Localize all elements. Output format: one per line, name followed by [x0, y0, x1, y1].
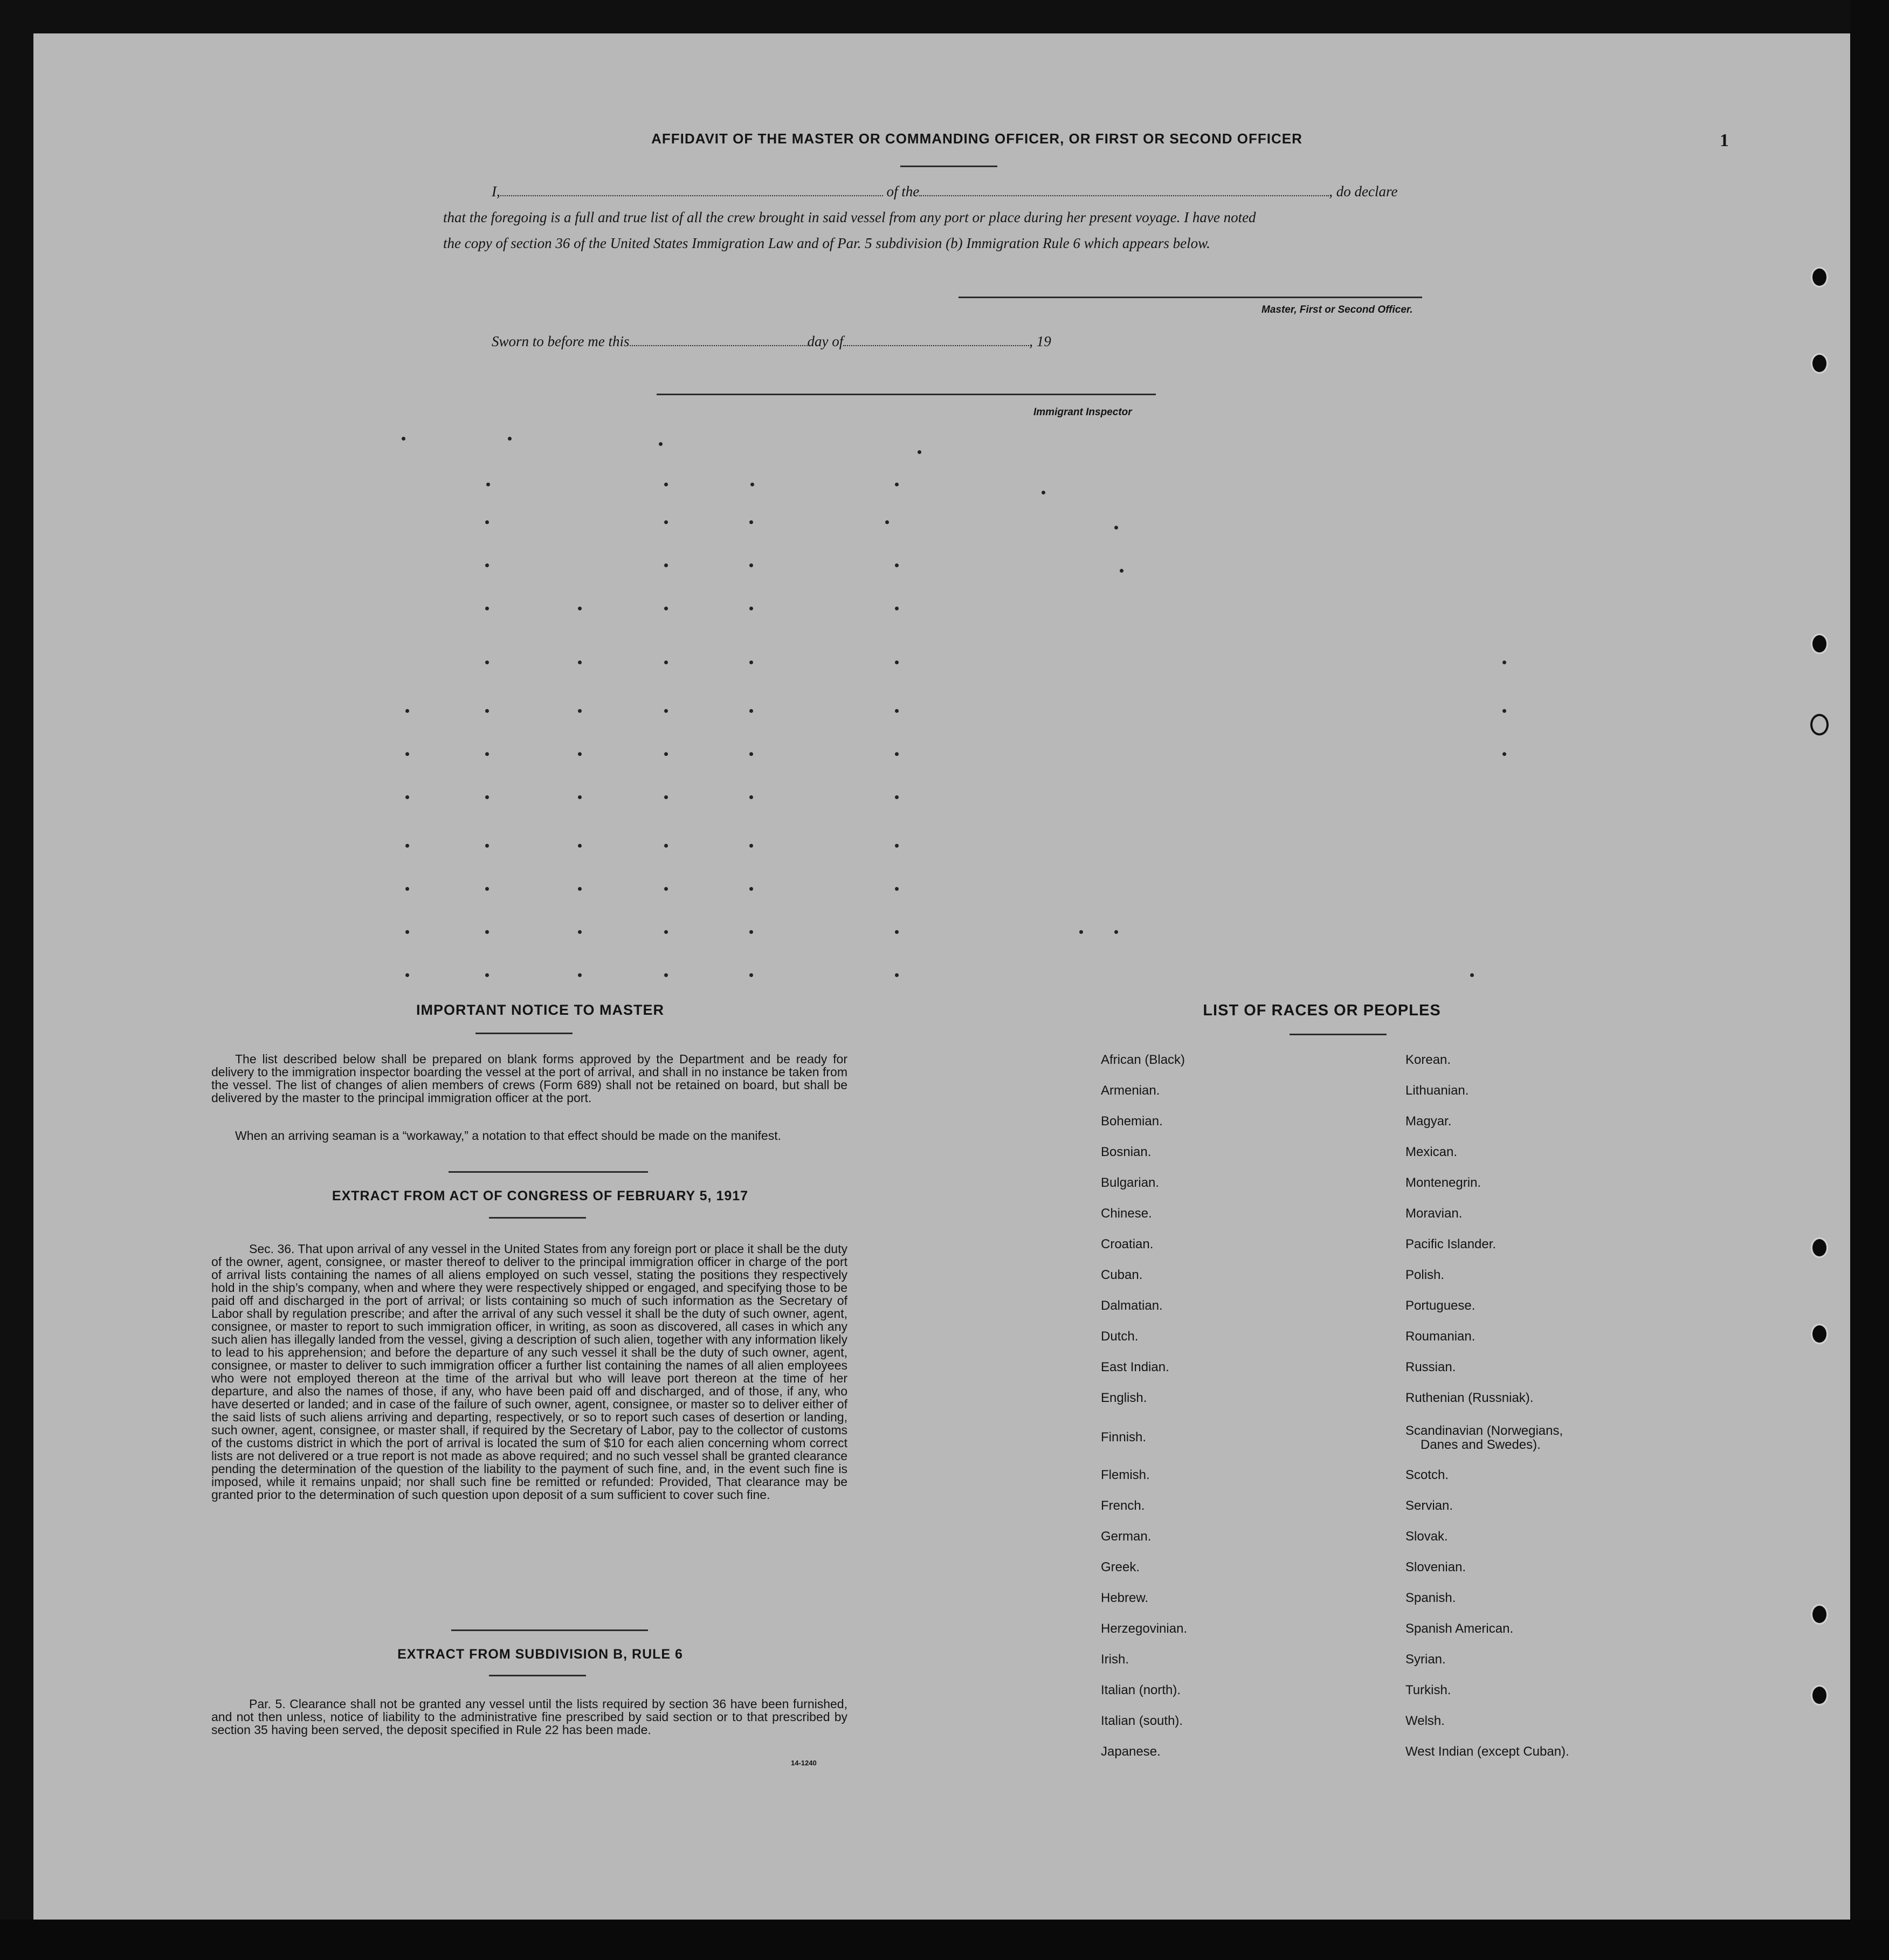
dot: [485, 887, 489, 891]
rule-extract-body: Par. 5. Clearance shall not be granted any vessel until the lists required by section 36 have been furnished, and not then unless, notice of liability to the administrative fine prescribed by said section or to that prescribed by section 35 having been served, the deposit specified in Rule 22 has been made.: [211, 1697, 847, 1737]
dot: [664, 709, 668, 713]
dot: [749, 795, 753, 799]
race-item: Herzegovinian.: [1101, 1621, 1188, 1636]
race-item: Roumanian.: [1405, 1329, 1476, 1344]
race-item: Moravian.: [1405, 1206, 1463, 1221]
dot: [1042, 491, 1045, 494]
dot: [895, 607, 899, 610]
punch-hole: [1810, 714, 1829, 735]
race-item: Dutch.: [1101, 1329, 1139, 1344]
race-item: Russian.: [1405, 1360, 1456, 1374]
page-number: 1: [1720, 130, 1729, 150]
dot: [578, 607, 582, 610]
dot: [895, 563, 899, 567]
affidavit-title: AFFIDAVIT OF THE MASTER OR COMMANDING OFFICER, OR FIRST OR SECOND OFFICER: [651, 130, 1302, 147]
dot: [1470, 973, 1474, 977]
race-item: Danes and Swedes).: [1421, 1438, 1541, 1452]
act-extract-title: EXTRACT FROM ACT OF CONGRESS OF FEBRUARY 5, 1917: [332, 1188, 749, 1203]
race-item: Scandinavian (Norwegians,: [1405, 1423, 1563, 1438]
dot: [749, 607, 753, 610]
race-item: Croatian.: [1101, 1237, 1154, 1251]
dot: [402, 437, 405, 441]
section-divider-1: [449, 1171, 648, 1173]
dot: [664, 887, 668, 891]
dot: [664, 795, 668, 799]
race-item: Dalmatian.: [1101, 1298, 1163, 1313]
punch-hole: [1810, 1684, 1829, 1706]
notice-paragraph-1: The list described below shall be prepared on blank forms approved by the Department and be ready for delivery to the immigration inspector boarding the vessel at the port of arrival, and shall in no instance be taken from the vessel. The list of changes of alien members of crews (Form 689) shall not be retained on board, but shall be delivered by the master to the principal immigration officer at the port.: [211, 1052, 847, 1105]
notice-title-rule: [475, 1033, 573, 1034]
dot: [749, 887, 753, 891]
race-item: Flemish.: [1101, 1468, 1150, 1482]
race-item: Lithuanian.: [1405, 1083, 1469, 1098]
dot: [749, 930, 753, 934]
dot: [405, 973, 409, 977]
document-page: [33, 33, 1850, 1924]
races-title: LIST OF RACES OR PEOPLES: [1203, 1002, 1441, 1019]
dot: [1114, 930, 1118, 934]
sworn-year: , 19: [1029, 333, 1051, 349]
declaration-of: of the: [886, 183, 920, 200]
dot: [749, 520, 753, 524]
race-item: Ruthenian (Russniak).: [1405, 1391, 1534, 1405]
race-item: Irish.: [1101, 1652, 1129, 1667]
race-item: Italian (south).: [1101, 1714, 1183, 1728]
dot: [578, 887, 582, 891]
punch-hole: [1810, 633, 1829, 655]
dot: [1114, 526, 1118, 529]
dot: [1079, 930, 1083, 934]
dot: [405, 844, 409, 848]
dot: [578, 752, 582, 756]
dot: [749, 709, 753, 713]
race-item: Polish.: [1405, 1268, 1445, 1282]
dot: [664, 930, 668, 934]
race-item: Spanish.: [1405, 1591, 1456, 1605]
race-item: Hebrew.: [1101, 1591, 1149, 1605]
dot: [578, 973, 582, 977]
dot: [918, 450, 921, 454]
race-item: Japanese.: [1101, 1744, 1161, 1759]
dot: [749, 973, 753, 977]
dot: [485, 709, 489, 713]
race-item: Korean.: [1405, 1053, 1451, 1067]
dot: [486, 483, 490, 486]
race-item: Portuguese.: [1405, 1298, 1476, 1313]
race-item: African (Black): [1101, 1053, 1185, 1067]
rule-extract-title: EXTRACT FROM SUBDIVISION B, RULE 6: [397, 1647, 683, 1662]
dot: [749, 752, 753, 756]
dot: [895, 844, 899, 848]
race-item: Mexican.: [1405, 1145, 1458, 1159]
race-item: West Indian (except Cuban).: [1405, 1744, 1569, 1759]
races-title-rule: [1290, 1034, 1387, 1035]
dot: [405, 709, 409, 713]
sworn-day-label: day of: [807, 333, 844, 349]
punch-hole: [1810, 353, 1829, 374]
affidavit-line-3: the copy of section 36 of the United States Immigration Law and of Par. 5 subdivision (b) Immigration Rule 6 which appears below.: [443, 235, 1210, 251]
dot: [1502, 709, 1506, 713]
dot: [578, 709, 582, 713]
race-item: Greek.: [1101, 1560, 1140, 1574]
race-item: Pacific Islander.: [1405, 1237, 1497, 1251]
scan-border-right: [1850, 0, 1889, 1960]
dot: [885, 520, 889, 524]
declaration-end: , do declare: [1329, 183, 1398, 200]
dot: [664, 752, 668, 756]
dot: [485, 563, 489, 567]
race-item: Servian.: [1405, 1498, 1453, 1513]
dot: [749, 844, 753, 848]
dot: [895, 483, 899, 486]
master-signature-label: Master, First or Second Officer.: [1261, 304, 1413, 315]
affidavit-line-2: that the foregoing is a full and true list of all the crew brought in said vessel from any port or place during her present voyage. I have noted: [443, 209, 1256, 225]
dot: [664, 520, 668, 524]
dot: [895, 661, 899, 664]
dot: [485, 661, 489, 664]
dot: [895, 752, 899, 756]
scan-border-bottom: [0, 1920, 1889, 1960]
dot: [578, 930, 582, 934]
dot: [1502, 752, 1506, 756]
race-item: German.: [1101, 1529, 1152, 1544]
race-item: Cuban.: [1101, 1268, 1143, 1282]
dot: [664, 607, 668, 610]
punch-hole: [1810, 266, 1829, 288]
dot: [664, 483, 668, 486]
race-item: Syrian.: [1405, 1652, 1446, 1667]
dot: [895, 887, 899, 891]
race-item: Slovenian.: [1405, 1560, 1466, 1574]
rule-extract-title-rule: [489, 1675, 586, 1676]
sworn-prefix: Sworn to before me this: [492, 333, 630, 349]
dot: [485, 752, 489, 756]
dot: [578, 661, 582, 664]
dot: [750, 483, 754, 486]
act-extract-title-rule: [489, 1217, 586, 1219]
declaration-start: I,: [492, 183, 500, 200]
race-item: Finnish.: [1101, 1430, 1147, 1445]
dot: [749, 661, 753, 664]
dot: [485, 607, 489, 610]
race-item: Magyar.: [1405, 1114, 1452, 1129]
act-extract-body: Sec. 36. That upon arrival of any vessel in the United States from any foreign port or place it shall be the duty of the owner, agent, consignee, or master thereof to deliver to the principal immigration officer in charge of the port of arrival lists containing the names of all aliens employed on such vessel, stating the positions they respectively hold in the ship’s company, when and where they were respectively shipped or engaged, and specifying those to be paid off and discharged in the port of arrival; or lists containing so much of such information as the Secretary of Labor shall by regulation prescribe; and after the arrival of any such vessel it shall be the duty of such owner, agent, consignee, or master to report to such immigration officer, in writing, as soon as discovered, all cases in which any such alien has illegally landed from the vessel, giving a description of such alien, together with any information likely to lead to his apprehension; and before the departure of any such vessel it shall be the duty of such owner, agent, consignee, or master to deliver to such immigration officer a further list containing the names of all alien employees who were not employed thereon at the time of the arrival but who will leave port thereon at the time of her departure, and also the names of those, if any, who have been paid off and discharged, and of those, if any, who have deserted or landed; and in case of the failure of such owner, agent, consignee, or master so to deliver either of the said lists of such aliens arriving and departing, respectively, or so to report such cases of desertion or landing, such owner, agent, consignee, or master shall, if required by the Secretary of Labor, pay to the collector of customs of the customs district in which the port of arrival is located the sum of $10 for each alien concerning whom correct lists are not delivered or a true report is not made as above required; and no such vessel shall be granted clearance pending the determination of the question of the liability to the payment of such fine, and, in the event such fine is imposed, while it remains unpaid; nor shall such fine be remitted or refunded: Provided, That clearance may be granted prior to the determination of such question upon deposit of a sum sufficient to cover such fine.: [211, 1242, 847, 1502]
dot: [895, 795, 899, 799]
notice-title: IMPORTANT NOTICE TO MASTER: [416, 1002, 664, 1018]
dot: [485, 520, 489, 524]
dot: [578, 795, 582, 799]
punch-hole: [1810, 1237, 1829, 1258]
dot: [405, 795, 409, 799]
race-item: Slovak.: [1405, 1529, 1448, 1544]
section-divider-2: [451, 1629, 648, 1631]
dot: [895, 973, 899, 977]
race-item: Italian (north).: [1101, 1683, 1181, 1697]
dot: [895, 709, 899, 713]
dot: [664, 973, 668, 977]
dot: [664, 844, 668, 848]
dot: [405, 930, 409, 934]
dot: [578, 844, 582, 848]
dot: [659, 442, 663, 446]
dot: [485, 930, 489, 934]
dot: [1502, 661, 1506, 664]
race-item: Montenegrin.: [1405, 1175, 1481, 1190]
race-item: French.: [1101, 1498, 1145, 1513]
race-item: Chinese.: [1101, 1206, 1152, 1221]
race-item: Armenian.: [1101, 1083, 1160, 1098]
dot: [485, 973, 489, 977]
race-item: Scotch.: [1405, 1468, 1449, 1482]
race-item: Bosnian.: [1101, 1145, 1152, 1159]
form-number: 14-1240: [791, 1759, 817, 1767]
dot: [664, 563, 668, 567]
dot: [508, 437, 512, 441]
race-item: Bulgarian.: [1101, 1175, 1160, 1190]
dot: [664, 661, 668, 664]
inspector-label: Immigrant Inspector: [1033, 407, 1132, 418]
dot: [405, 887, 409, 891]
dot: [749, 563, 753, 567]
dot-grid: [33, 33, 1850, 1924]
race-item: Spanish American.: [1405, 1621, 1514, 1636]
race-item: English.: [1101, 1391, 1147, 1405]
race-item: Bohemian.: [1101, 1114, 1163, 1129]
race-item: East Indian.: [1101, 1360, 1169, 1374]
punch-hole: [1810, 1604, 1829, 1625]
race-item: Turkish.: [1405, 1683, 1451, 1697]
dot: [485, 844, 489, 848]
notice-paragraph-2: When an arriving seaman is a “workaway,” a notation to that effect should be made on the manifest.: [235, 1129, 781, 1143]
dot: [895, 930, 899, 934]
dot: [485, 795, 489, 799]
dot: [1120, 569, 1123, 573]
dot: [405, 752, 409, 756]
race-item: Welsh.: [1405, 1714, 1445, 1728]
punch-hole: [1810, 1323, 1829, 1345]
